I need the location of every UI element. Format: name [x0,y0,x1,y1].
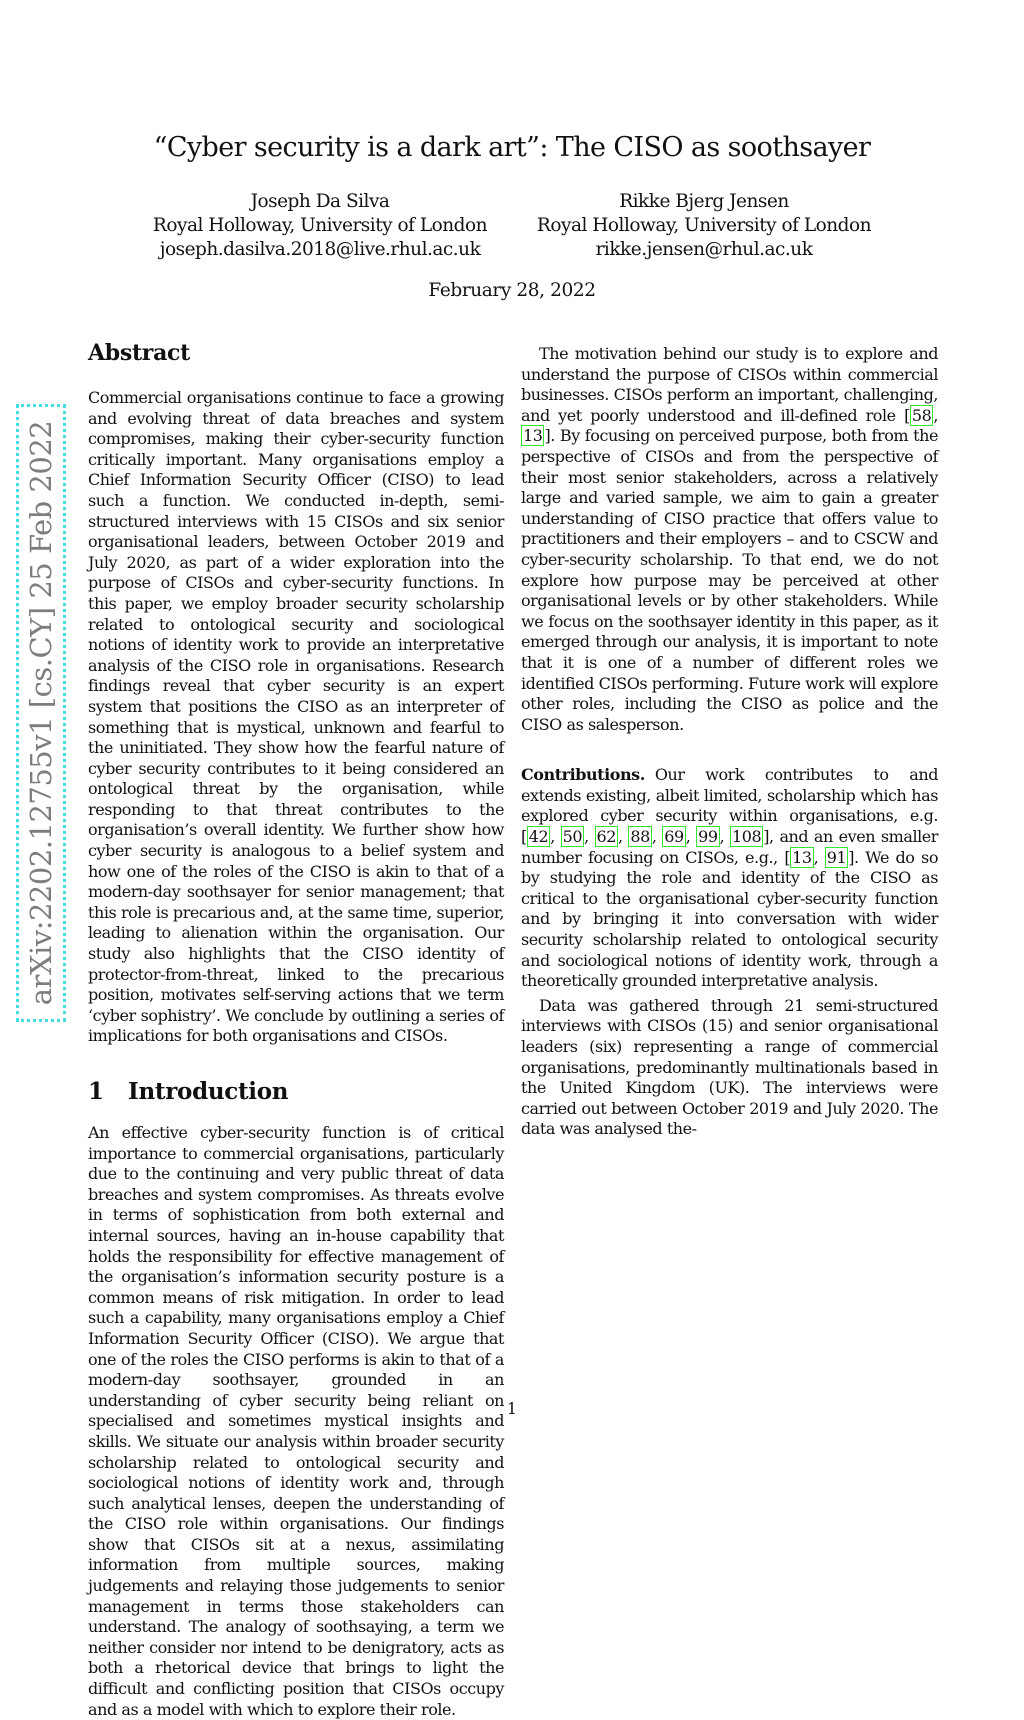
citation-link[interactable]: 13 [523,426,543,446]
author-1-name: Joseph Da Silva [250,191,390,212]
section-heading-introduction [88,1077,504,1107]
author-2-name: Rikke Bjerg Jensen [619,191,789,212]
contributions-heading: Contributions. [521,765,645,785]
abstract-text: Commercial organisations continue to face a growing and evolving threat of data breaches and system compromises, making their cyber-security function critically important. Many organisations employ a Chief Information Security Officer (CISO) to lead such a function. We conducted in-depth, semi-structured interviews with 15 CISOs and six senior organisational leaders, between October 2019 and July 2020, as part of a wider exploration into the purpose of CISOs and cyber-security functions. In this paper, we employ broader security scholarship related to ontological security and sociological notions of identity work to provide an interpretative analysis of the CISO role in organisations. Research findings reveal that cyber security is an expert system that positions the CISO as an interpreter of something that is mystical, unknown and fearful to the uninitiated. They show how the fearful nature of cyber security contributes to it being considered an ontological threat by the organisation, while responding to that threat contributes to the organisation’s overall identity. We further show how cyber security is analogous to a belief system and how one of the roles of the CISO is akin to that of a modern-day soothsayer for senior management; that this role is precarious and, at the same time, superior, leading to alienation within the organisation. Our study also highlights that the CISO identity of protector-from-threat, linked to the precarious position, motivates self-serving actions that we term ‘cyber sophistry’. We conclude by outlining a series of implications for both organisations and CISOs. [88,388,504,1046]
arxiv-id: arXiv:2202.12755v1 [cs.CY] 25 Feb 2022 [24,420,58,1006]
author-1 [120,190,520,262]
contributions-paragraph: Contributions. Our work contributes to and extends existing, albeit limited, scholarship which has explored cyber security within organisations, e.g. [ 42 , 50 , 62 , 88 , 69 , 99 , 108 ], and an even smaller number focusing on CISOs, e.g., [ 13 , 91 ]. We do so by studying the role and identity of the CISO as critical to the organisational cyber-security function and by bringing it into conversation with wider security scholarship related to ontological security and sociological notions of identity work, through a theoretically grounded interpretative analysis. [521,765,939,991]
citation-link[interactable]: 13 [792,847,812,867]
intro-paragraph-4: Data was gathered through 21 semi-structured interviews with CISOs (15) and senior organisational leaders (six) representing a range of commercial organisations, predominantly multinationals based in the United Kingdom (UK). The interviews were carried out between October 2019 and July 2020. The data was analysed the- [521,995,938,1139]
paper-date: February 28, 2022 [428,280,596,301]
author-1-email: joseph.dasilva.2018@live.rhul.ac.uk [159,239,481,260]
citation-link[interactable]: 91 [826,847,847,867]
citation-link[interactable]: 99 [698,827,718,847]
section-title: Introduction [128,1078,289,1105]
citation-link[interactable]: 88 [630,827,650,847]
author-1-affiliation: Royal Holloway, University of London [152,215,488,236]
section-number: 1 [88,1078,104,1105]
author-2-email: rikke.jensen@rhul.ac.uk [595,239,813,260]
paper-title: “Cyber security is a dark art”: The CISO as soothsayer [153,132,871,163]
page-number: 1 [506,1399,518,1418]
intro-paragraph-2: The motivation behind our study is to explore and understand the purpose of CISOs within commercial businesses. CISOs perform an important, challenging, and yet poorly understood and ill-defined role [ 58 , 13 ]. By focusing on perceived purpose, both from the perspective of CISOs and from the perspective of their most senior stakeholders, across a relatively large and varied sample, we aim to gain a greater understanding of CISO practice that offers value to practitioners and their employers – and to CSCW and cyber-security scholarship. To that end, we do not explore how purpose may be perceived at other organisational levels or by other stakeholders. While we focus on the soothsayer identity in this paper, as it emerged through our analysis, it is important to note that it is one of a number of different roles we identified CISOs performing. Future work will explore other roles, including the CISO as police and the CISO as salesperson. [521,344,939,734]
citation-link[interactable]: 42 [528,827,549,847]
arxiv-stamp[interactable] [16,404,66,1022]
citation-link[interactable]: 62 [596,827,617,847]
citation-link[interactable]: 69 [664,827,684,847]
author-2 [504,190,904,262]
citation-link[interactable]: 58 [911,405,932,425]
intro-paragraph-1: An effective cyber-security function is of critical importance to commercial organisations, particularly due to the continuing and very public threat of data breaches and system compromises. As threats evolve in terms of sophistication from both external and internal sources, having an in-house capability that holds the responsibility for effective management of the organisation’s information security posture is a common means of risk mitigation. In order to lead such a capability, many organisations employ a Chief Information Security Officer (CISO). We argue that one of the roles the CISO performs is akin to that of a modern-day soothsayer, grounded in an understanding of cyber security being reliant on specialised and sometimes mystical insights and skills. We situate our analysis within broader security scholarship related to ontological security and sociological notions of identity work and, through such analytical lenses, deepen the understanding of the CISO role within organisations. Our findings show that CISOs sit at a nexus, assimilating information from multiple sources, making judgements and relaying those judgements to senior management in terms those stakeholders can understand. The analogy of soothsaying, a term we neither consider nor intend to be denigratory, acts as both a rhetorical device that brings to light the difficult and conflicting position that CISOs occupy and as a model with which to explore their role. [88,1123,504,1719]
left-column [88,338,504,1720]
right-column [521,344,938,1140]
author-2-affiliation: Royal Holloway, University of London [536,215,872,236]
abstract-heading: Abstract [88,340,191,366]
citation-link[interactable]: 50 [562,827,583,847]
citation-link[interactable]: 108 [732,827,762,847]
